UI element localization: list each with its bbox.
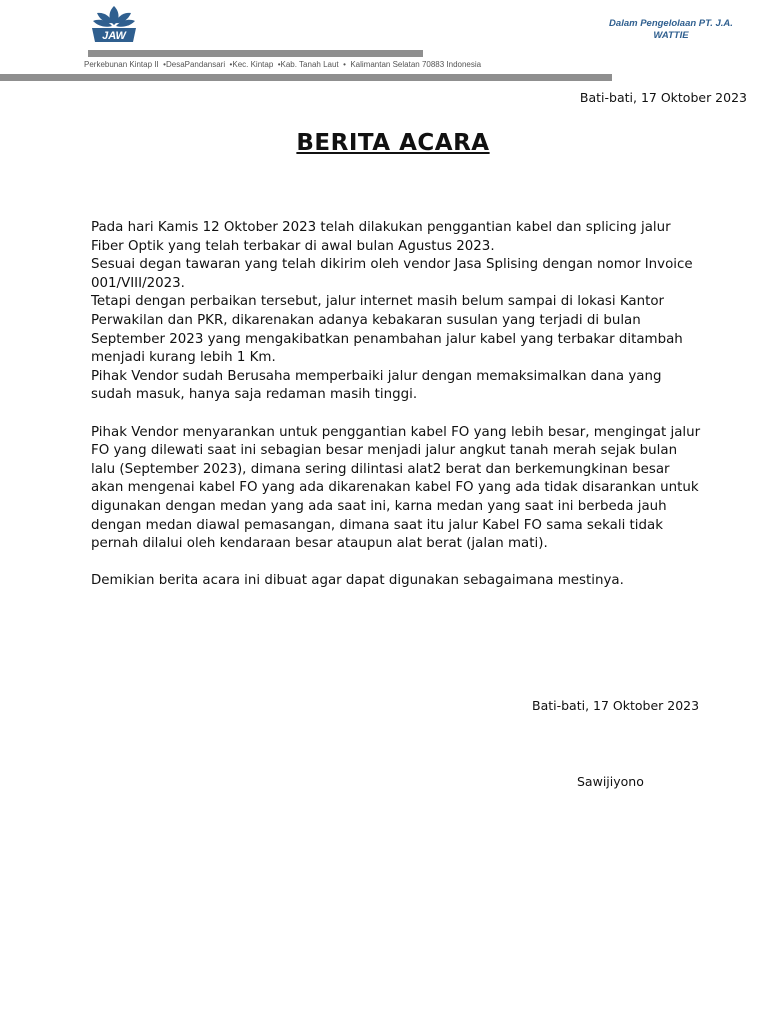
signer-name: Sawijiyono — [577, 774, 644, 789]
document-date-top: Bati-bati, 17 Oktober 2023 — [579, 90, 747, 105]
header-divider-long — [0, 74, 612, 81]
company-management-note: Dalam Pengelolaan PT. J.A. WATTIE — [609, 18, 733, 41]
paragraph-5: Pihak Vendor menyarankan untuk penggantian kabel FO yang lebih besar, mengingat jalur FO yang dilewati saat ini sebagian besar menjadi jalur angkut tanah merah sejak bulan lalu (September 2023), dimana sering dilintasi alat2 berat dan berkemungkinan besar akan mengenai kabel FO yang ada dikarenakan kabel FO yang ada tidak disarankan untuk digunakan dengan medan yang ada saat ini, karna medan yang saat ini berbeda jauh dengan medan diawal pemasangan, dimana saat itu jalur Kabel FO sama sekali tidak pernah dilalui oleh kendaraan besar ataupun alat berat (jalan mati). — [91, 424, 701, 552]
leaf-icon — [93, 6, 135, 27]
paragraph-1: Pada hari Kamis 12 Oktober 2023 telah dilakukan penggantian kabel dan splicing jalur Fiber Optik yang telah terbakar di awal bulan Agustus 2023. — [91, 220, 671, 254]
document-body — [91, 219, 705, 591]
paragraph-2: Sesuai degan tawaran yang telah dikirim oleh vendor Jasa Splising dengan nomor Invoice 001/VIII/2023. — [91, 257, 693, 291]
logo-text: JAW — [102, 30, 126, 42]
signature-date: Bati-bati, 17 Oktober 2023 — [532, 698, 700, 713]
paragraph-3: Tetapi dengan perbaikan tersebut, jalur internet masih belum sampai di lokasi Kantor Perwakilan dan PKR, dikarenakan adanya kebakaran susulan yang terjadi di bulan September 2023 yang mengakibatkan penambahan jalur kabel yang terbakar ditambah menjadi kurang lebih 1 Km. — [91, 294, 683, 366]
company-address: Perkebunan Kintap II •DesaPandansari •Kec. Kintap •Kab. Tanah Laut • Kalimantan Selatan 70883 Indonesia — [84, 60, 482, 69]
header-divider-short — [88, 50, 423, 57]
paragraph-6: Demikian berita acara ini dibuat agar dapat digunakan sebagaimana mestinya. — [91, 573, 624, 589]
company-logo — [86, 4, 142, 44]
document-title: BERITA ACARA — [296, 130, 490, 156]
paragraph-4: Pihak Vendor sudah Berusaha memperbaiki jalur dengan memaksimalkan dana yang sudah masuk, hanya saja redaman masih tinggi. — [91, 368, 662, 403]
